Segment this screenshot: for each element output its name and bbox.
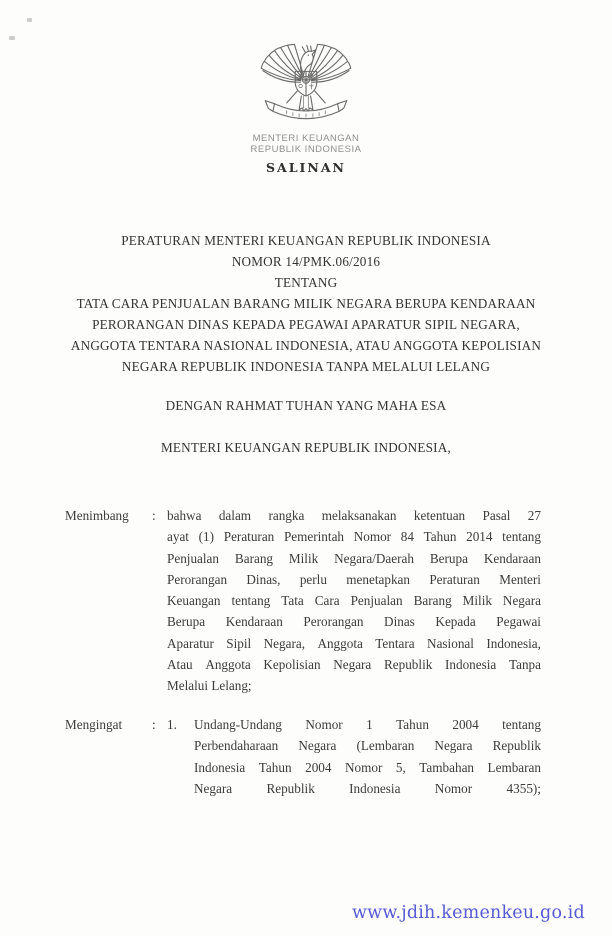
regulation-title [0, 230, 612, 377]
regulation-number: NOMOR 14/PMK.06/2016 [231, 254, 381, 269]
ministry-line1: MENTERI KEUANGAN [252, 133, 360, 144]
clause-colon: : [152, 508, 156, 523]
text-line: Melalui Lelang; [167, 678, 252, 694]
title-line: TENTANG [274, 275, 338, 290]
legal-basis-item [167, 714, 541, 799]
considering-text [167, 505, 541, 697]
title-line: ANGGOTA TENTARA NASIONAL INDONESIA, ATAU ANGGOTA KEPOLISIAN [70, 338, 542, 353]
considering-clause [65, 505, 541, 697]
text-line: Penjualan Barang Milik Negara/Daerah Berupa Kendaraan [167, 550, 541, 566]
scan-speck [9, 36, 15, 40]
legal-basis-clause [65, 714, 541, 799]
ministry-name [0, 133, 612, 155]
considering-label: Menimbang [65, 508, 129, 523]
text-line: bahwa dalam rangka melaksanakan ketentuan Pasal 27 [167, 508, 541, 523]
ministry-line2: REPUBLIK INDONESIA [250, 144, 362, 155]
jdih-website-link[interactable]: www.jdih.kemenkeu.go.id [352, 903, 585, 923]
scan-speck [27, 18, 32, 22]
text-line: Atau Anggota Kepolisian Negara Republik Indonesia Tanpa [167, 657, 541, 673]
clause-colon: : [152, 717, 156, 732]
title-line: PERORANGAN DINAS KEPADA PEGAWAI APARATUR SIPIL NEGARA, [92, 317, 520, 332]
text-line: Aparatur Sipil Negara, Anggota Tentara Nasional Indonesia, [167, 635, 541, 651]
legal-basis-text [194, 714, 541, 799]
title-line: NEGARA REPUBLIK INDONESIA TANPA MELALUI LELANG [121, 359, 491, 374]
copy-stamp: SALINAN [266, 160, 346, 175]
title-line: PERATURAN MENTERI KEUANGAN REPUBLIK INDONESIA [121, 233, 491, 248]
invocation-line: DENGAN RAHMAT TUHAN YANG MAHA ESA [165, 398, 447, 413]
document-header [0, 42, 612, 175]
text-line: Berupa Kendaraan Perorangan Dinas Kepada Pegawai [167, 614, 541, 630]
title-line: TATA CARA PENJUALAN BARANG MILIK NEGARA BERUPA KENDARAAN [76, 296, 536, 311]
garuda-pancasila-emblem-icon [256, 42, 356, 130]
text-line: ayat (1) Peraturan Pemerintah Nomor 84 Tahun 2014 tentang [167, 529, 541, 545]
text-line: Negara Republik Indonesia Nomor 4355); [194, 780, 541, 796]
text-line: Undang-Undang Nomor 1 Tahun 2004 tentang [194, 717, 541, 732]
issuer-line: MENTERI KEUANGAN REPUBLIK INDONESIA, [161, 440, 451, 455]
item-number: 1. [167, 717, 177, 732]
text-line: Indonesia Tahun 2004 Nomor 5, Tambahan Lembaran [194, 759, 541, 775]
text-line: Keuangan tentang Tata Cara Penjualan Barang Milik Negara [167, 593, 541, 609]
legal-basis-label: Mengingat [65, 717, 123, 732]
text-line: Perorangan Dinas, perlu menetapkan Peraturan Menteri [167, 571, 541, 587]
text-line: Perbendaharaan Negara (Lembaran Negara Republik [194, 738, 541, 754]
